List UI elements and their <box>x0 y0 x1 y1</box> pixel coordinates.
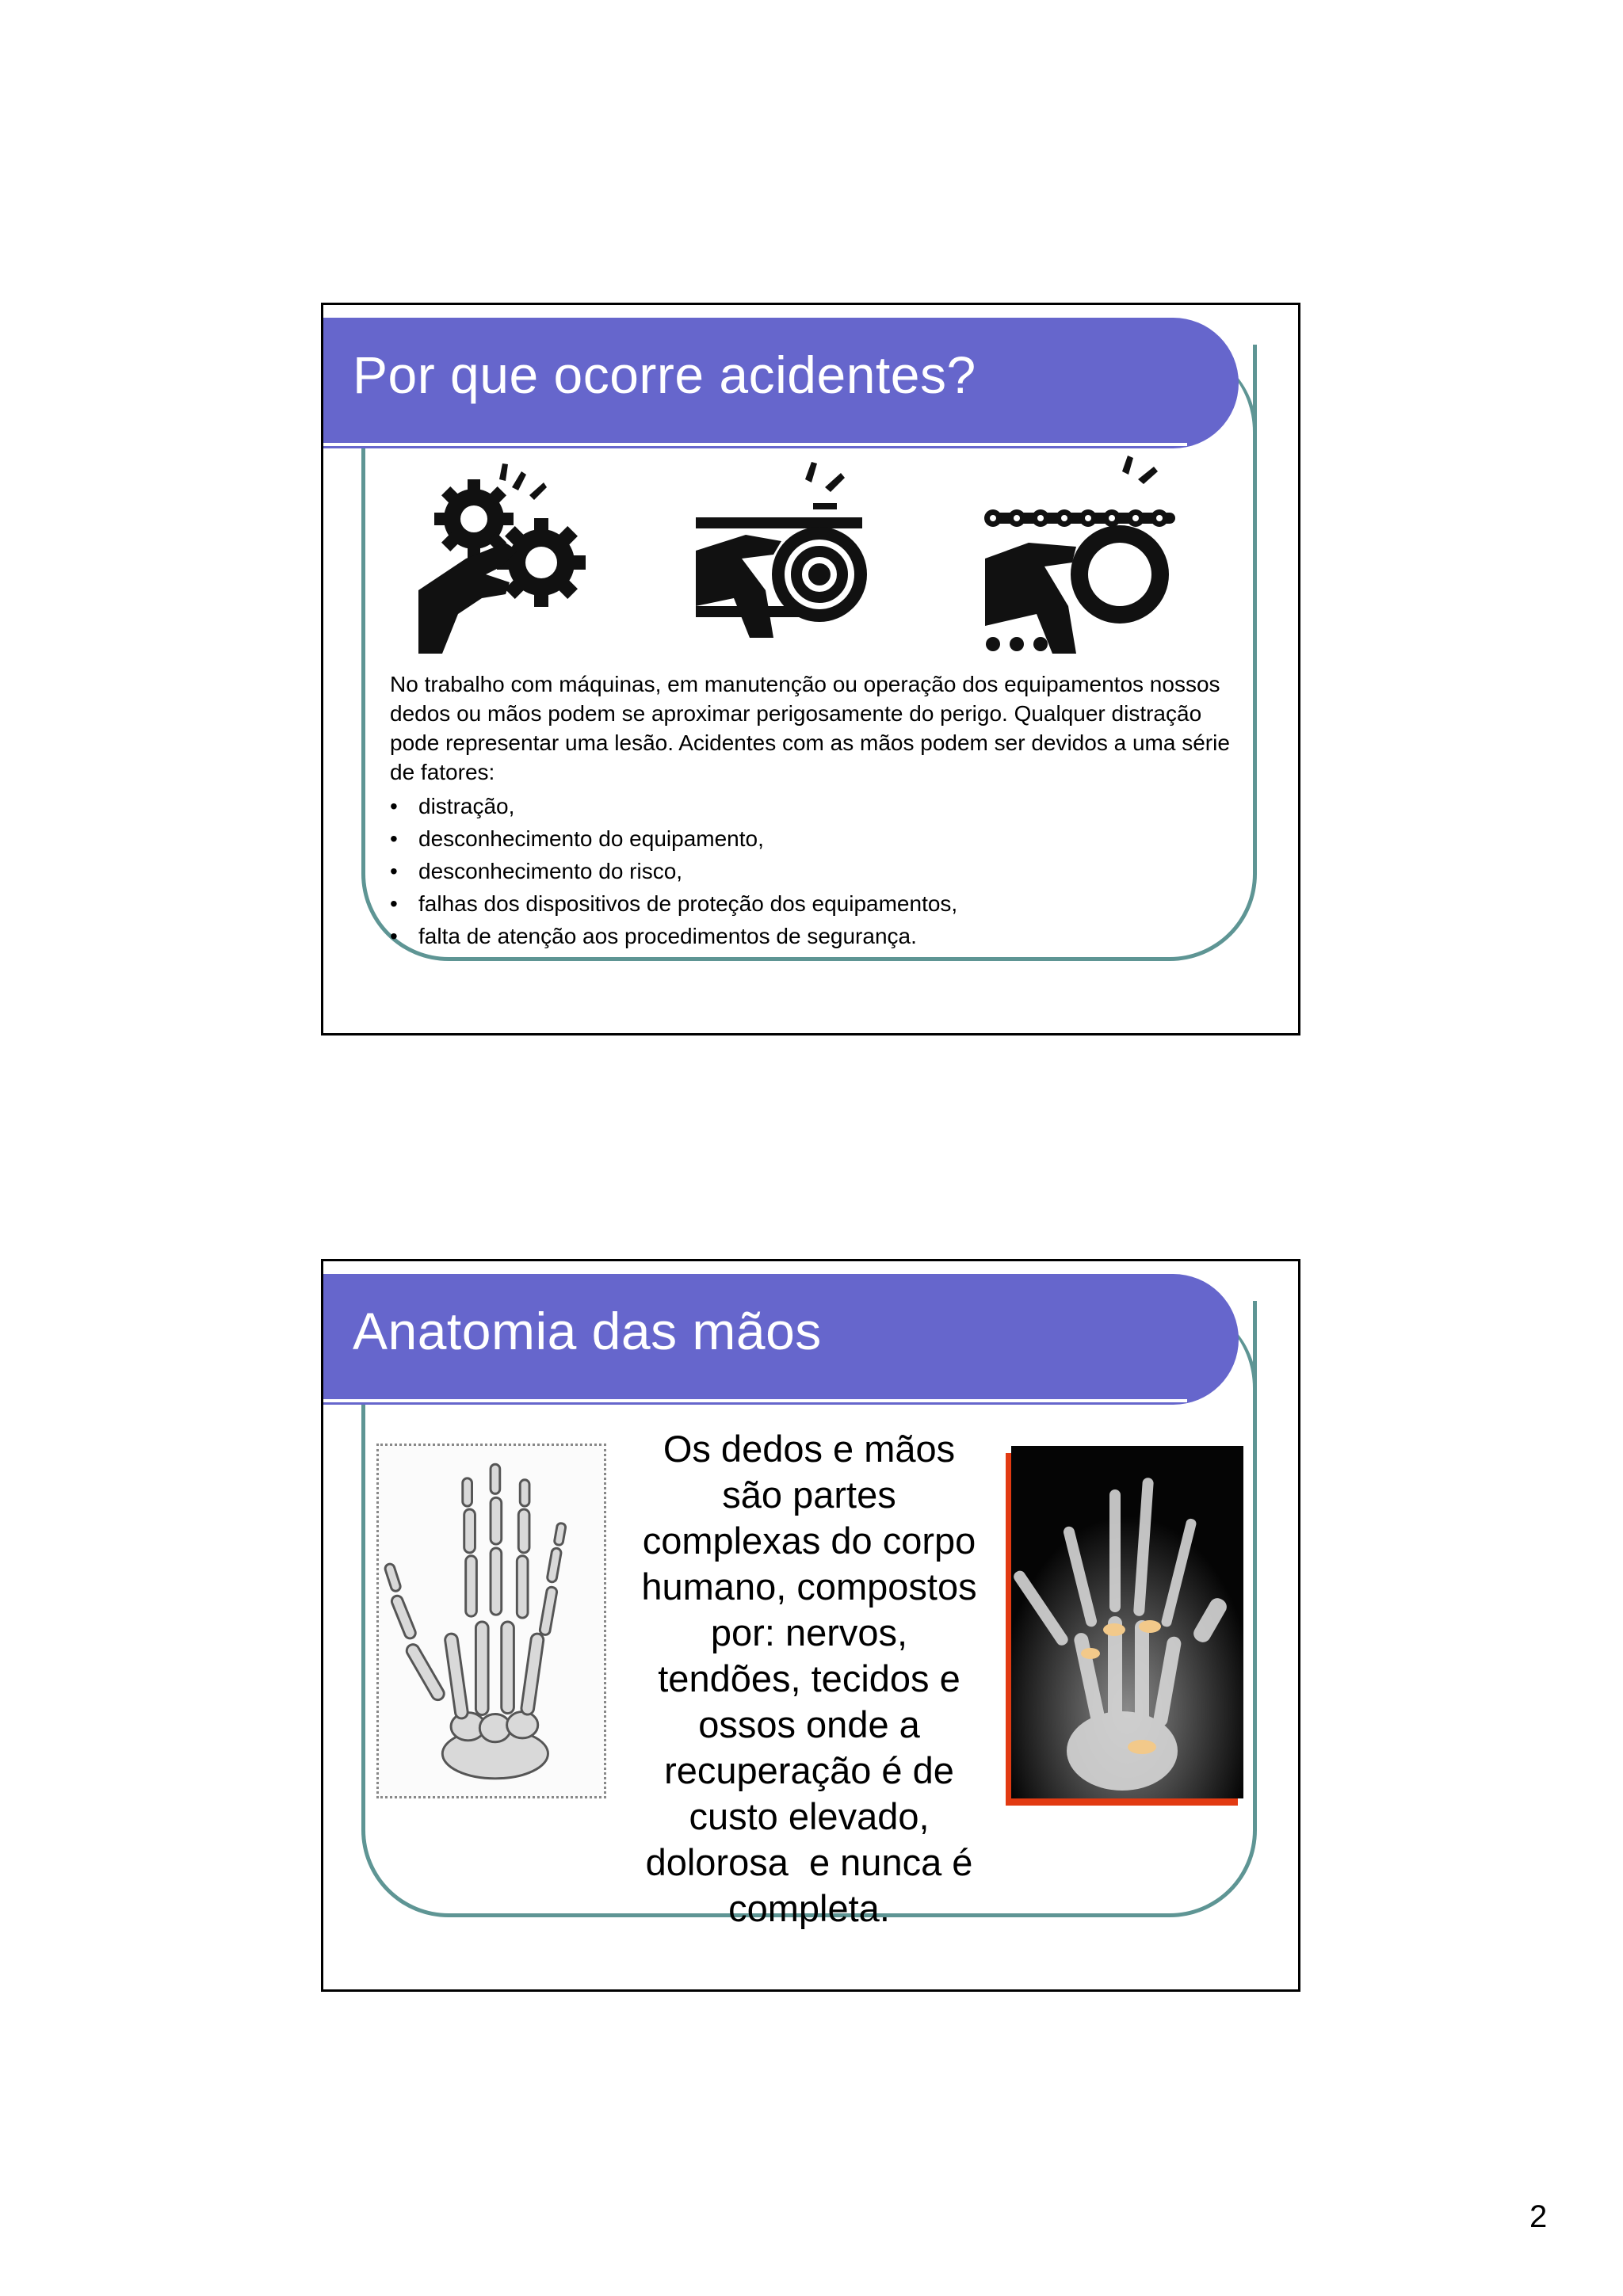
title-bar <box>323 318 1239 448</box>
description-line: por: nervos, <box>710 1611 908 1653</box>
slide-why-accidents <box>321 303 1300 1035</box>
list-item-text: desconhecimento do risco, <box>418 859 683 883</box>
list-item-text: falta de atenção aos procedimentos de segurança. <box>418 924 917 948</box>
hand-xray-photo <box>1011 1446 1243 1798</box>
factor-list <box>390 790 1246 952</box>
description-line: são partes <box>722 1474 896 1516</box>
hand-skeleton-drawing <box>379 1446 604 1796</box>
slide-title: Anatomia das mãos <box>353 1302 822 1360</box>
description-line: humano, compostos <box>641 1566 977 1608</box>
bullet-marker: • <box>390 924 398 948</box>
description-line: custo elevado, <box>689 1795 930 1837</box>
hand-skeleton-illustration <box>376 1444 606 1798</box>
bullet-marker: • <box>390 891 398 916</box>
description-line: completa. <box>728 1887 890 1929</box>
list-item <box>390 920 1246 952</box>
list-item-text: falhas dos dispositivos de proteção dos equipamentos, <box>418 891 958 916</box>
description-line: Os dedos e mãos <box>663 1428 956 1470</box>
bullet-marker: • <box>390 794 398 818</box>
list-item <box>390 790 1246 822</box>
list-item <box>390 822 1246 855</box>
description-line: ossos onde a <box>698 1703 920 1745</box>
list-item <box>390 887 1246 920</box>
slide-title: Por que ocorre acidentes? <box>353 345 976 404</box>
description-line: tendões, tecidos e <box>658 1657 960 1699</box>
roller-hand-hazard-icon <box>686 456 884 654</box>
slide-hand-anatomy <box>321 1259 1300 1992</box>
description-line: dolorosa e nunca é <box>645 1841 973 1883</box>
intro-paragraph: No trabalho com máquinas, em manutenção ou operação dos equipamentos nossos dedos ou mãos podem se aproximar perigosamente do perigo. Qualquer distração pode representar uma lesão. Acidentes com as mãos podem ser devidos a uma série de fatores: <box>390 672 1230 784</box>
chain-sprocket-hand-hazard-icon <box>981 456 1179 654</box>
list-item <box>390 855 1246 887</box>
gear-hand-hazard-icon <box>411 456 609 654</box>
description-line: complexas do corpo <box>642 1520 976 1562</box>
title-underline <box>323 1399 1187 1402</box>
anatomy-description <box>623 1426 995 1932</box>
title-underline <box>323 443 1187 446</box>
hand-xray-drawing <box>1011 1446 1243 1798</box>
description-line: recuperação é de <box>664 1749 954 1791</box>
page-number: 2 <box>1529 2199 1548 2234</box>
bullet-marker: • <box>390 826 398 851</box>
title-bar <box>323 1274 1239 1405</box>
bullet-marker: • <box>390 859 398 883</box>
slide-body <box>390 669 1246 952</box>
list-item-text: desconhecimento do equipamento, <box>418 826 764 851</box>
list-item-text: distração, <box>418 794 515 818</box>
